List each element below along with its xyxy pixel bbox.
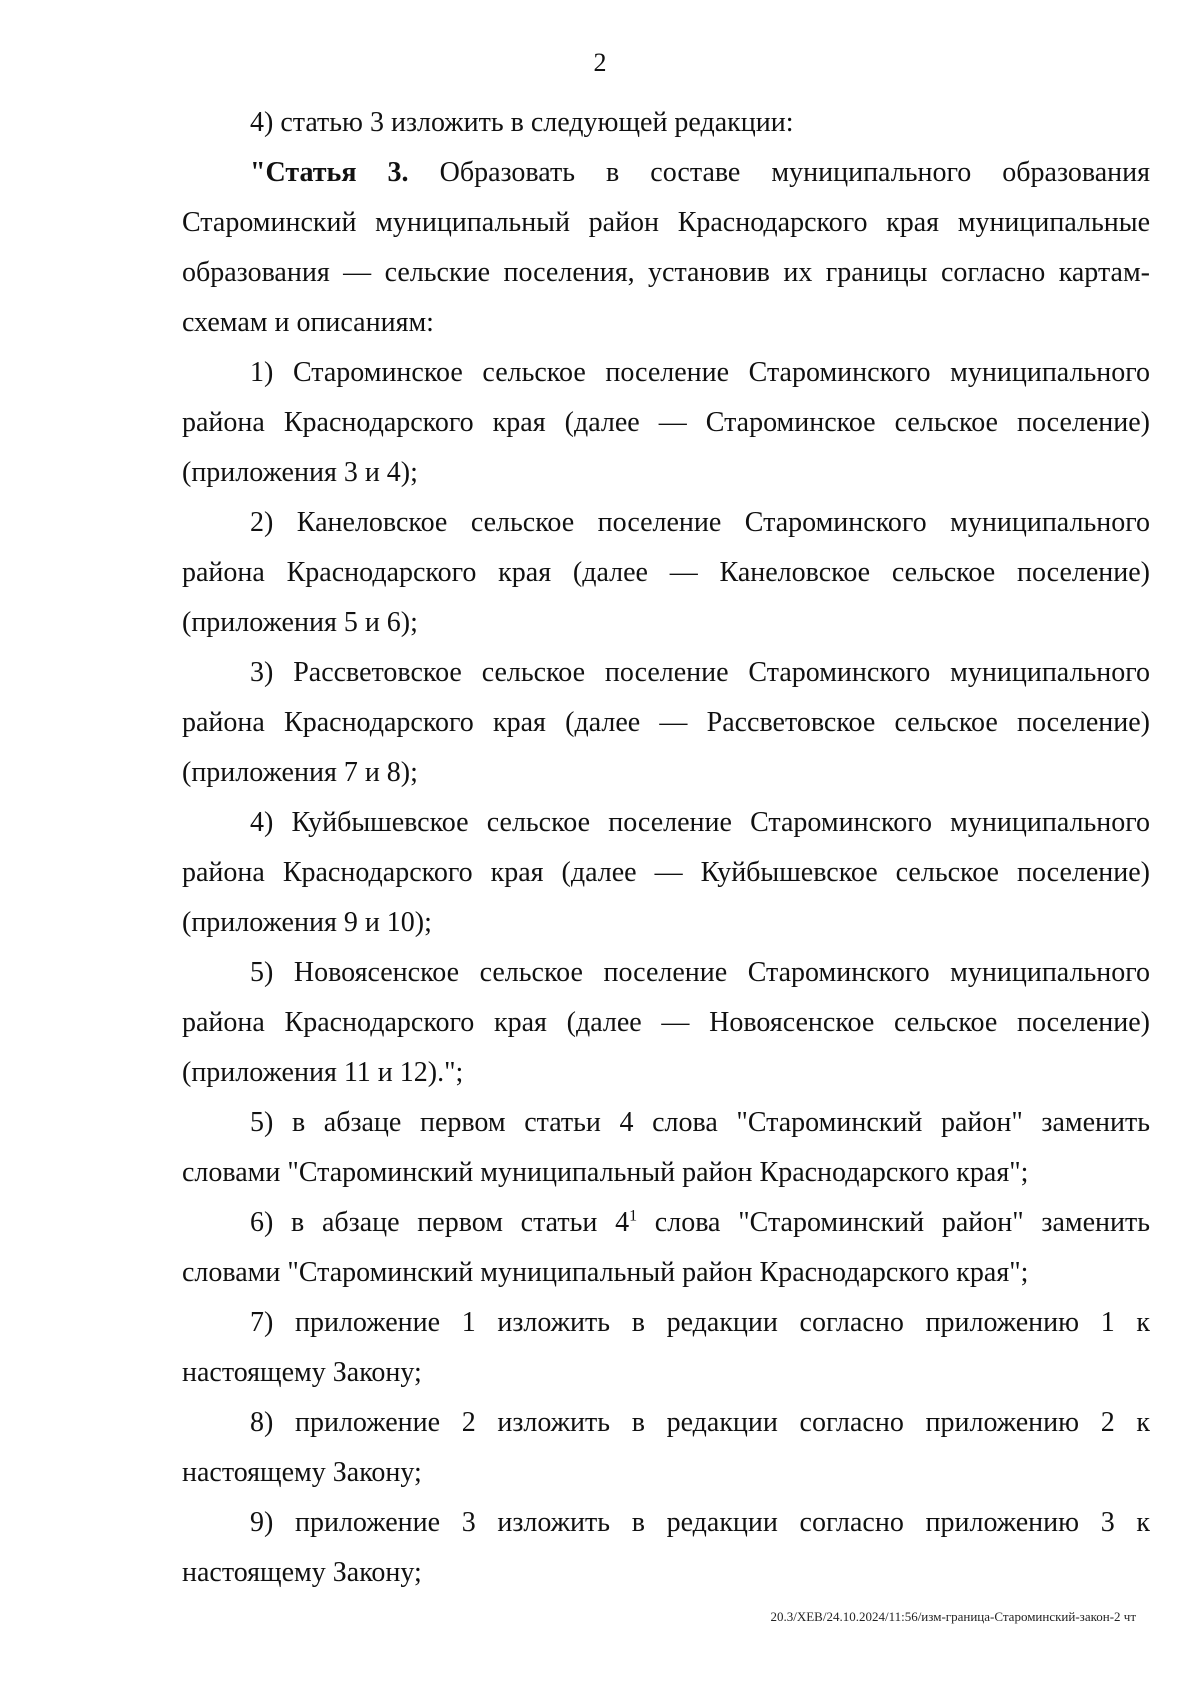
- paragraph-settlement-1: 1) Староминское сельское поселение Староминского муниципального района Краснодарского края (далее — Староминское сельское поселение) (приложения 3 и 4);: [182, 357, 1150, 488]
- paragraph-article-3: "Статья 3. Образовать в составе муниципального образования Староминский муниципальный район Краснодарского края муниципальные образования — сельские поселения, установив их границы согласно картам-схемам и описаниям:: [182, 157, 1150, 338]
- footer-document-id: 20.3/ХЕВ/24.10.2024/11:56/изм-граница-Староминский-закон-2 чт: [770, 1609, 1136, 1624]
- paragraph-item-4: 4) статью 3 изложить в следующей редакции:: [250, 107, 794, 138]
- document-body: [182, 98, 1150, 1598]
- paragraph-item-6: 6) в абзаце первом статьи $4^1$ слова "Староминский район" заменить словами "Староминский муниципальный район Краснодарского края";: [182, 1207, 1150, 1288]
- article-heading: "Статья 3.: [250, 157, 409, 188]
- paragraph-item-5: 5) в абзаце первом статьи 4 слова "Староминский район" заменить словами "Староминский муниципальный район Краснодарского края";: [182, 1107, 1150, 1188]
- paragraph-item-9: 9) приложение 3 изложить в редакции согласно приложению 3 к настоящему Закону;: [182, 1507, 1150, 1588]
- paragraph-item-8: 8) приложение 2 изложить в редакции согласно приложению 2 к настоящему Закону;: [182, 1407, 1150, 1488]
- paragraph-settlement-2: 2) Канеловское сельское поселение Староминского муниципального района Краснодарского края (далее — Канеловское сельское поселение) (приложения 5 и 6);: [182, 507, 1150, 638]
- superscript: 1: [629, 1207, 638, 1225]
- paragraph-item-7: 7) приложение 1 изложить в редакции согласно приложению 1 к настоящему Закону;: [182, 1307, 1150, 1388]
- paragraph-settlement-3: 3) Рассветовское сельское поселение Староминского муниципального района Краснодарского края (далее — Рассветовское сельское поселение) (приложения 7 и 8);: [182, 657, 1150, 788]
- paragraph-settlement-5: 5) Новоясенское сельское поселение Староминского муниципального района Краснодарского края (далее — Новоясенское сельское поселение) (приложения 11 и 12).";: [182, 957, 1150, 1088]
- page-number: 2: [593, 48, 607, 77]
- paragraph-settlement-4: 4) Куйбышевское сельское поселение Староминского муниципального района Краснодарского края (далее — Куйбышевское сельское поселение) (приложения 9 и 10);: [182, 807, 1150, 938]
